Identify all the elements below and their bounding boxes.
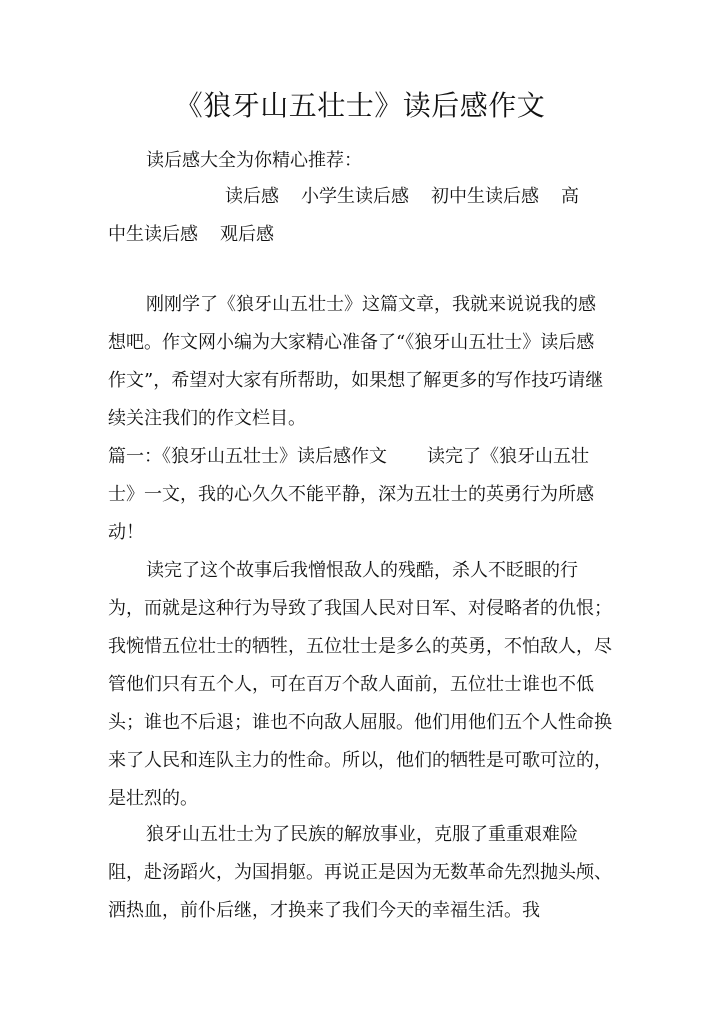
link-senior-reading-notes-part2[interactable]: 中生读后感 [108,224,198,245]
document-title: 《狼牙山五壮士》读后感作文 [174,89,546,122]
paragraph-intro: 刚刚学了《狼牙山五壮士》这篇文章，我就来说说我的感想吧。作文网小编为大家精心准备了“《狼牙山五壮士》读后感作文”，希望对大家有所帮助，如果想了解更多的写作技巧请继续关注我们的作文栏目。 [108,294,604,429]
link-senior-reading-notes-part1[interactable]: 高 [561,186,579,207]
paragraph-heroes: 狼牙山五壮士为了民族的解放事业，克服了重重艰难险阻，赴汤蹈火，为国捐躯。再说正是因为无数革命先烈抛头颅、洒热血，前仆后继，才换来了我们今天的幸福生活。我 [108,824,612,921]
paragraph-article-one [108,438,612,552]
article-one-heading: 篇一：《狼牙山五壮士》读后感作文 [108,446,387,467]
related-links [108,178,612,254]
article-one-opening: 读完了《狼牙山五壮士》一文，我的心久久不能平静，深为五壮士的英勇行为所感动！ [108,446,594,543]
link-viewing-notes[interactable]: 观后感 [220,224,274,245]
link-junior-reading-notes[interactable]: 初中生读后感 [431,186,539,207]
link-reading-notes[interactable]: 读后感 [225,186,279,207]
link-primary-reading-notes[interactable]: 小学生读后感 [301,186,409,207]
paragraph-reflection: 读完了这个故事后我憎恨敌人的残酷，杀人不眨眼的行为，而就是这种行为导致了我国人民对日军、对侵略者的仇恨；我惋惜五位壮士的牺牲，五位壮士是多么的英勇，不怕敌人，尽管他们只有五个人，可在百万个敌人面前，五位壮士谁也不低头；谁也不后退；谁也不向敌人屈服。他们用他们五个人性命换来了人民和连队主力的性命。所以，他们的牺牲是可歌可泣的，是壮烈的。 [108,560,612,809]
intro-line: 读后感大全为你精心推荐： [146,150,362,171]
related-links-line-1 [108,178,612,216]
related-links-line-2 [108,216,612,254]
